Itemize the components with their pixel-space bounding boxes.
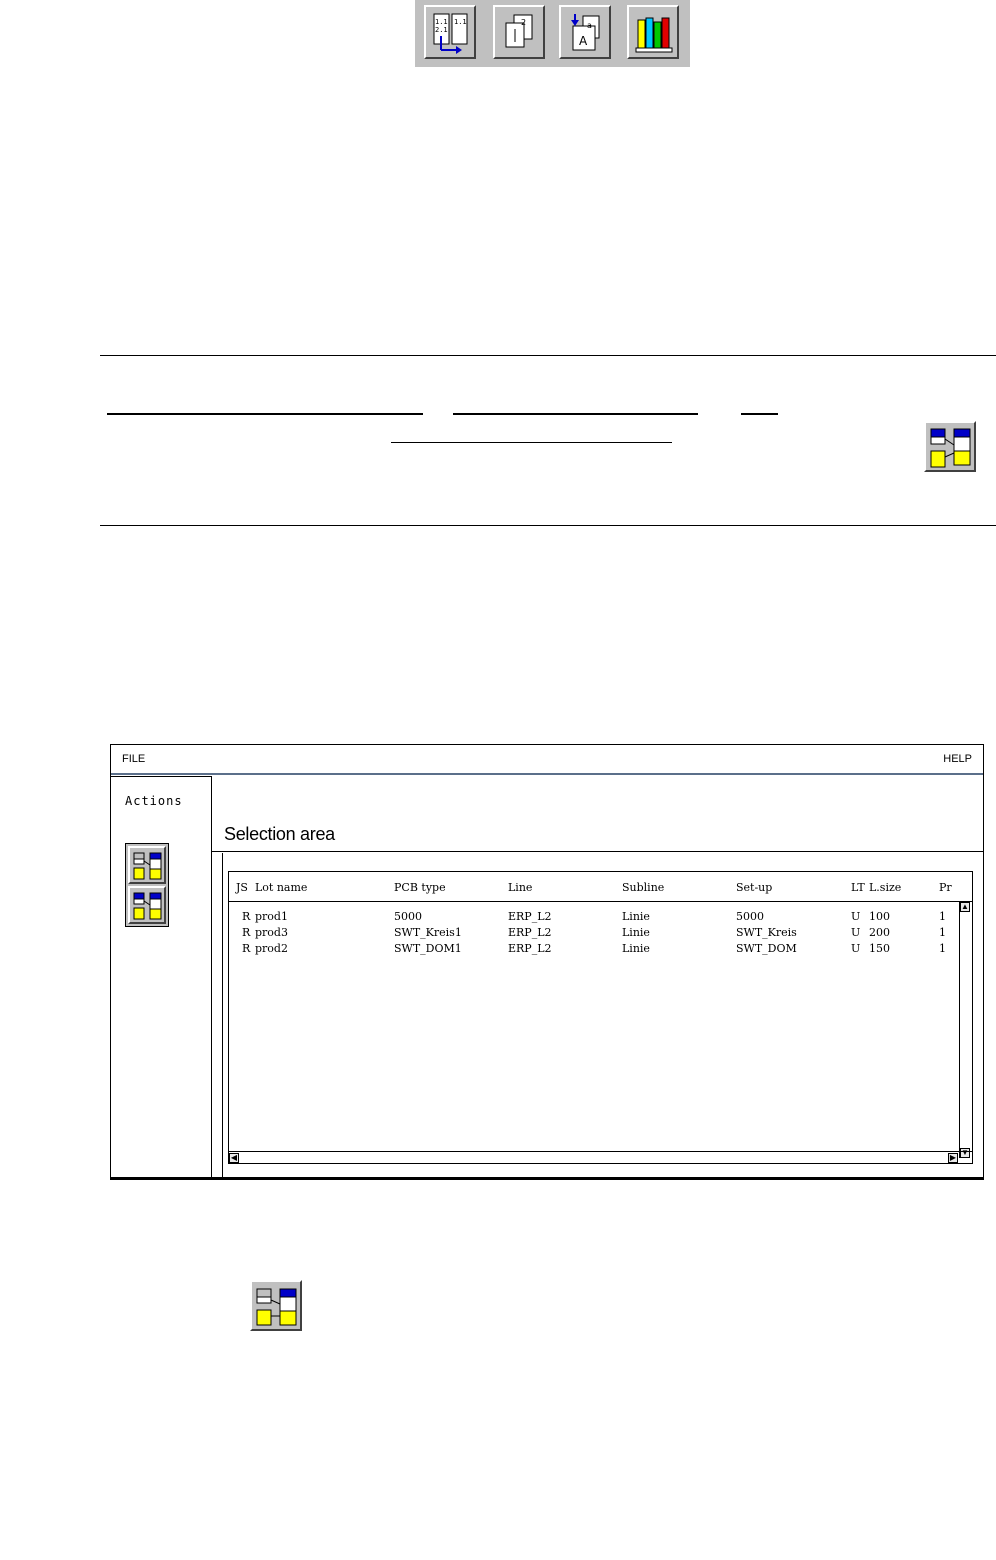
svg-text:a: a (587, 21, 592, 30)
sequence-button[interactable] (424, 5, 476, 59)
library-icon (635, 12, 673, 54)
actions-label: Actions (125, 794, 183, 808)
copy-pages-icon (501, 12, 539, 54)
cell-line: ERP_L2 (508, 926, 552, 939)
copy-pages-button[interactable] (493, 5, 545, 59)
cell-subline: Linie (622, 926, 650, 939)
cell-lt: U (851, 910, 861, 923)
cell-lt: U (851, 926, 861, 939)
column-lot-name[interactable]: Lot name (255, 881, 308, 894)
cell-lt: U (851, 942, 861, 955)
cell-pr: 1 (939, 910, 946, 923)
underline-3 (741, 413, 778, 415)
sequence-icon (432, 12, 470, 54)
cell-setup: 5000 (736, 910, 764, 923)
cell-lsize: 200 (869, 926, 890, 939)
lot-list-header (229, 872, 972, 902)
cell-subline: Linie (622, 910, 650, 923)
action-button-group (125, 843, 169, 927)
action-move-lot-button-1[interactable] (128, 846, 166, 884)
svg-text:A: A (579, 34, 588, 48)
svg-text:1.1: 1.1 (454, 18, 467, 26)
cell-lot: prod1 (255, 910, 288, 923)
column-js[interactable]: JS (236, 881, 248, 894)
replace-icon (567, 12, 605, 54)
move-lot-outline-icon (256, 1286, 298, 1327)
underline-1 (107, 413, 423, 415)
column-lsize[interactable]: L.size (869, 881, 902, 894)
main-pane (212, 776, 983, 1179)
cell-js: R (242, 910, 251, 923)
cell-lot: prod2 (255, 942, 288, 955)
underline-2 (453, 413, 698, 415)
actions-pane (111, 776, 212, 1179)
selection-area (222, 853, 983, 1179)
cell-setup: SWT_DOM (736, 942, 797, 955)
replace-button[interactable] (559, 5, 611, 59)
svg-text:1.1: 1.1 (435, 18, 448, 26)
table-row[interactable] (229, 910, 959, 926)
table-row[interactable] (229, 926, 959, 942)
move-lot-outline-icon (133, 851, 163, 881)
cell-pr: 1 (939, 942, 946, 955)
menu-bar (111, 745, 983, 775)
lot-list (228, 871, 973, 1164)
vertical-scrollbar[interactable] (959, 902, 971, 1158)
cell-pcb: SWT_DOM1 (394, 942, 462, 955)
cell-line: ERP_L2 (508, 910, 552, 923)
column-line[interactable]: Line (508, 881, 533, 894)
table-row[interactable] (229, 942, 959, 958)
cell-setup: SWT_Kreis (736, 926, 797, 939)
menu-help[interactable]: HELP (943, 753, 972, 765)
cell-lot: prod3 (255, 926, 288, 939)
move-lot-button-bottom[interactable] (250, 1280, 302, 1331)
cell-line: ERP_L2 (508, 942, 552, 955)
cell-pcb: SWT_Kreis1 (394, 926, 462, 939)
action-move-lot-button-2[interactable] (128, 886, 166, 924)
cell-lsize: 100 (869, 910, 890, 923)
svg-text:2.1: 2.1 (435, 26, 448, 34)
scroll-down-icon[interactable]: ▼ (961, 1148, 969, 1157)
cell-js: R (242, 926, 251, 939)
column-lt[interactable]: LT (851, 881, 865, 894)
scroll-right-icon[interactable]: ▶ (949, 1153, 957, 1162)
lot-manager-window (110, 744, 984, 1180)
cell-pr: 1 (939, 926, 946, 939)
svg-text:2: 2 (521, 18, 527, 27)
icon-toolbar (415, 0, 690, 67)
divider-top (100, 355, 996, 356)
cell-js: R (242, 942, 251, 955)
move-lot-button-large[interactable] (924, 421, 976, 472)
selection-divider (212, 851, 983, 852)
cell-lsize: 150 (869, 942, 890, 955)
divider-bottom (100, 525, 996, 526)
column-pcb-type[interactable]: PCB type (394, 881, 446, 894)
underline-4 (391, 442, 672, 443)
scroll-left-icon[interactable]: ◀ (230, 1153, 238, 1162)
cell-pcb: 5000 (394, 910, 422, 923)
cell-subline: Linie (622, 942, 650, 955)
lot-list-rows (229, 902, 959, 1157)
column-pr[interactable]: Pr (939, 881, 952, 894)
library-button[interactable] (627, 5, 679, 59)
move-lot-icon (930, 427, 972, 468)
horizontal-scrollbar[interactable] (229, 1151, 972, 1163)
selection-area-title: Selection area (224, 824, 335, 844)
column-setup[interactable]: Set-up (736, 881, 773, 894)
scroll-up-icon[interactable]: ▲ (961, 902, 969, 911)
menu-file[interactable]: FILE (122, 753, 146, 765)
column-subline[interactable]: Subline (622, 881, 665, 894)
window-bottom-border (110, 1177, 984, 1180)
move-lot-icon (133, 891, 163, 921)
